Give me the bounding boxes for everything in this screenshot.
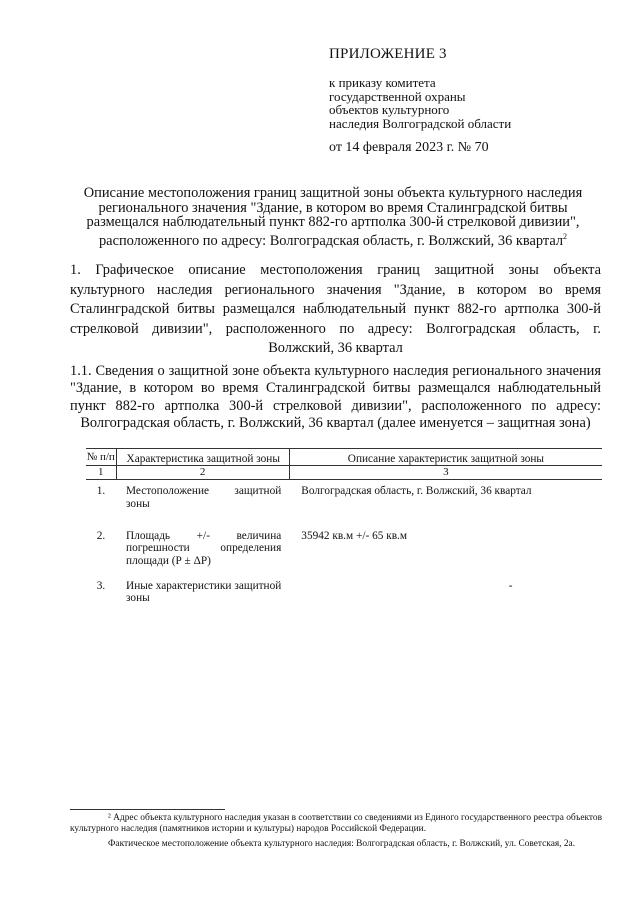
header-description: Описание характеристик защитной зоны bbox=[289, 449, 602, 466]
footnote: ² Адрес объекта культурного наследия указан в соответствии со сведениями из Единого государственного реестра объектов культурного наследия (памятников истории и культуры) народов Российской Федерации. bbox=[70, 813, 602, 835]
row-description: - bbox=[508, 579, 513, 592]
table-row bbox=[86, 530, 602, 580]
protection-zone-table bbox=[86, 448, 602, 616]
column-number: 2 bbox=[116, 466, 289, 480]
footnote-ref: 2 bbox=[563, 231, 568, 241]
description-title-text: Описание местоположения границ защитной зоны объекта культурного наследия регионального значения "Здание, в котором во время Сталинградской битвы размещался наблюдательный пункт 882-го артполка 300-й стрелковой дивизии", расположенного по адресу: Волгоградская область, г. Волжский, 36 квартал bbox=[83, 185, 583, 249]
footnote: Фактическое местоположение объекта культурного наследия: Волгоградская область, г. Волжский, ул. Советская, 2а. bbox=[108, 838, 576, 849]
row-description: Волгоградская область, г. Волжский, 36 квартал bbox=[301, 485, 532, 497]
row-number: 1. bbox=[96, 485, 106, 497]
column-number: 3 bbox=[289, 466, 602, 480]
section-1-1-paragraph: 1.1. Сведения о защитной зоне объекта культурного наследия регионального значения "Здание, в котором во время Сталинградской битвы размещался наблюдательный пункт 882-го артполка 300-й стрелковой дивизии", расположенного по адресу: Волгоградская область, г. Волжский, 36 квартал (далее именуется – защитная зона) bbox=[70, 363, 601, 432]
footnotes bbox=[70, 813, 602, 850]
row-characteristic: Местоположение защитной зоны bbox=[126, 485, 282, 510]
table-row bbox=[86, 580, 602, 616]
table-row bbox=[86, 480, 602, 530]
order-reference bbox=[329, 76, 511, 130]
description-title bbox=[66, 186, 600, 248]
order-line: объектов культурного bbox=[329, 102, 450, 117]
column-number-row bbox=[86, 466, 602, 480]
order-line: наследия Волгоградской области bbox=[329, 115, 512, 131]
section-1-heading: 1. Графическое описание местоположения границ защитной зоны объекта культурного наследия регионального значения "Здание, в котором во время Сталинградской битвы размещался наблюдательный пункт 882-го артполка 300-й стрелковой дивизии", расположенного по адресу: Волгоградская область, г. Волжский, 36 квартал bbox=[70, 262, 601, 356]
row-description: 35942 кв.м +/- 65 кв.м bbox=[301, 529, 407, 542]
row-characteristic: Иные характеристики защитной зоны bbox=[126, 579, 282, 604]
row-number: 3. bbox=[96, 579, 106, 592]
row-characteristic: Площадь +/- величина погрешности определения площади (Р ± ΔР) bbox=[126, 529, 282, 567]
row-number: 2. bbox=[96, 529, 106, 542]
header-number: № п/п bbox=[86, 449, 116, 466]
table-header-row bbox=[86, 449, 602, 466]
column-number: 1 bbox=[86, 466, 116, 480]
order-date: от 14 февраля 2023 г. № 70 bbox=[329, 140, 489, 155]
footnote-divider bbox=[70, 809, 225, 810]
order-line: к приказу комитета bbox=[329, 75, 436, 90]
order-line: государственной охраны bbox=[329, 88, 466, 104]
header-characteristic: Характеристика защитной зоны bbox=[116, 449, 289, 466]
appendix-title: ПРИЛОЖЕНИЕ 3 bbox=[329, 46, 447, 62]
